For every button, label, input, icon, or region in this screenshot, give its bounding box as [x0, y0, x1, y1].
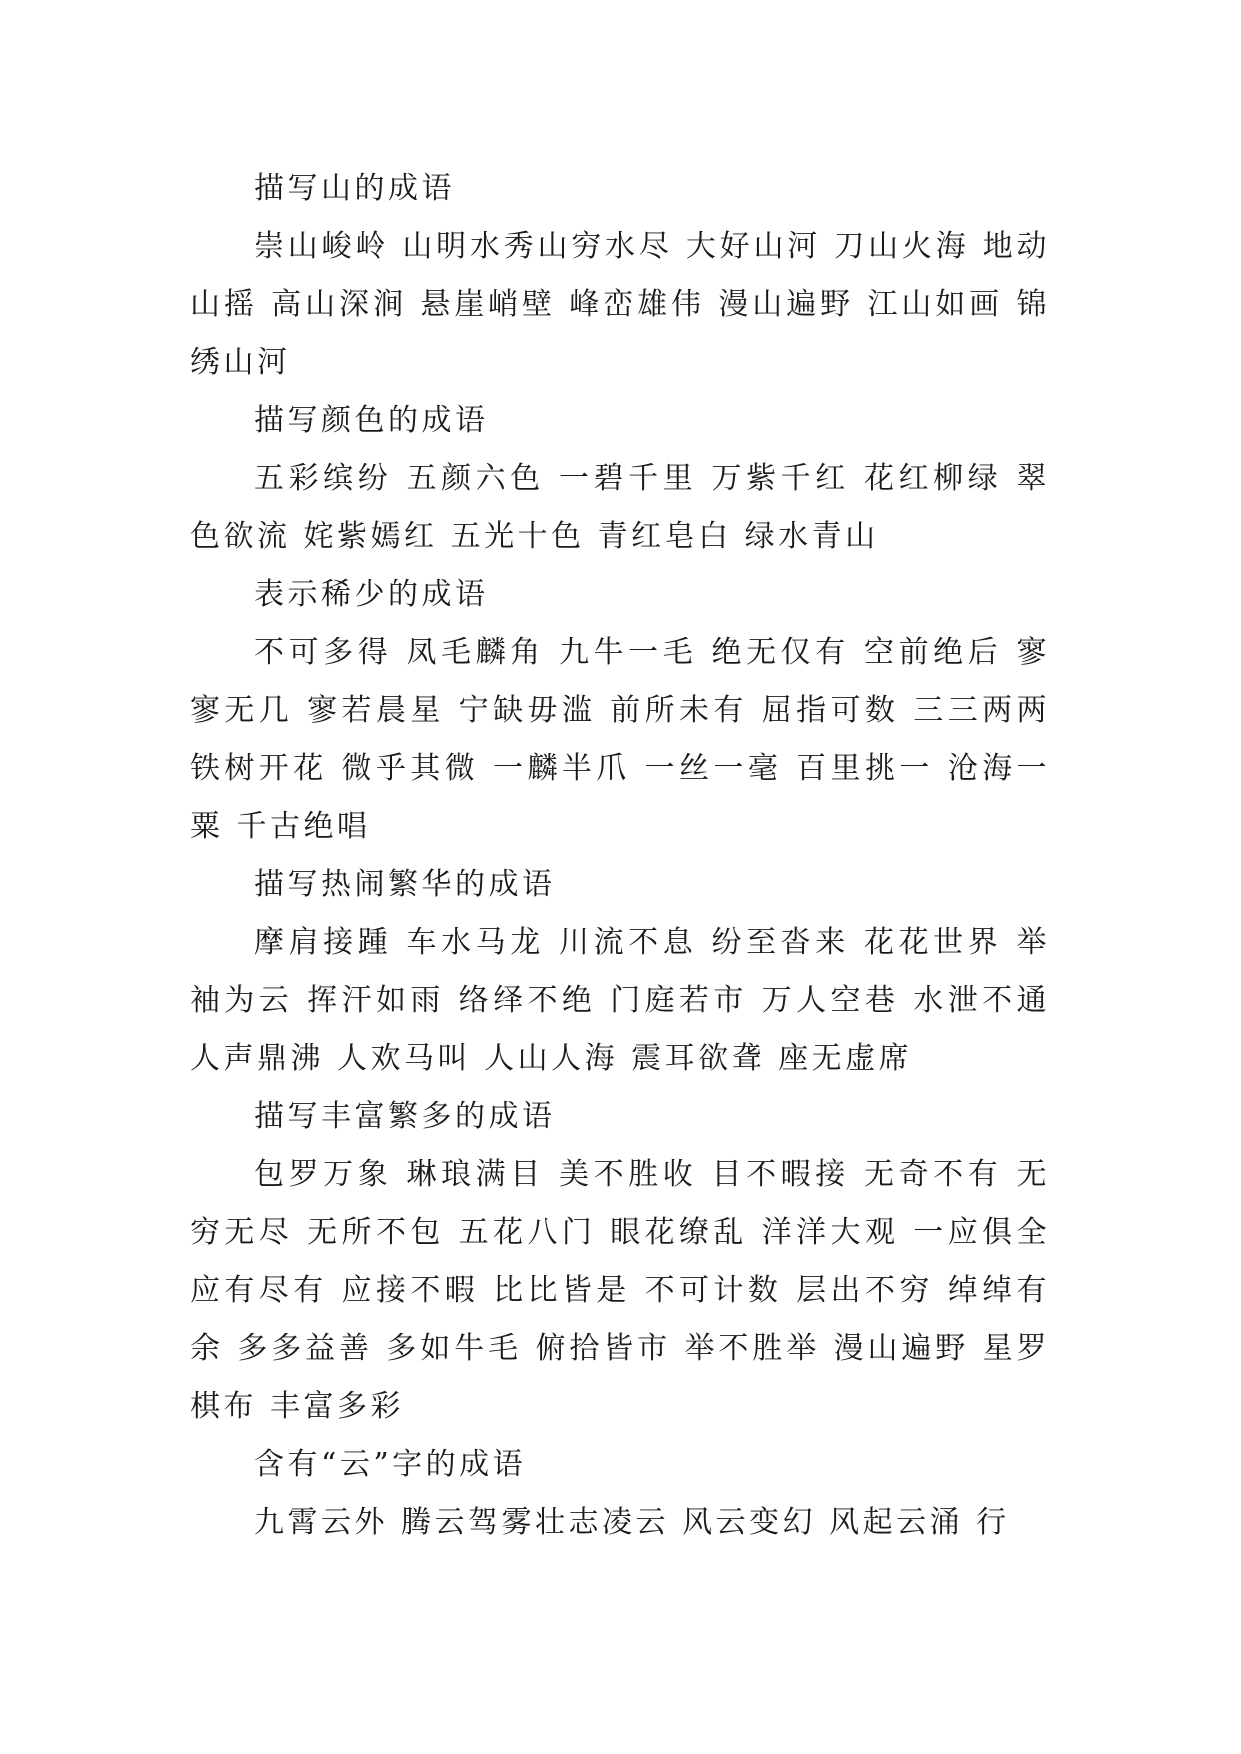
idiom-paragraph: 五彩缤纷 五颜六色 一碧千里 万紫千红 花红柳绿 翠色欲流 姹紫嫣红 五光十色 青红皂白 绿水青山	[190, 461, 1050, 554]
section-rare	[190, 566, 1050, 856]
section-heading: 描写热闹繁华的成语	[254, 867, 556, 902]
idiom-paragraph: 不可多得 凤毛麟角 九牛一毛 绝无仅有 空前绝后 寥寥无几 寥若晨星 宁缺毋滥 前所未有 屈指可数 三三两两 铁树开花 微乎其微 一麟半爪 一丝一毫 百里挑一 沧海一粟 千古绝唱	[190, 635, 1050, 844]
section-heading: 表示稀少的成语	[254, 577, 489, 612]
section-heading: 描写丰富繁多的成语	[254, 1099, 556, 1134]
section-heading: 描写山的成语	[254, 171, 455, 206]
idiom-paragraph: 崇山峻岭 山明水秀山穷水尽 大好山河 刀山火海 地动山摇 高山深涧 悬崖峭壁 峰峦雄伟 漫山遍野 江山如画 锦绣山河	[190, 229, 1050, 380]
section-mountain	[190, 160, 1050, 392]
section-color	[190, 392, 1050, 566]
section-abundant	[190, 1088, 1050, 1436]
section-heading: 描写颜色的成语	[254, 403, 489, 438]
idiom-paragraph: 九霄云外 腾云驾雾壮志凌云 风云变幻 风起云涌 行	[254, 1505, 1010, 1540]
idiom-paragraph: 包罗万象 琳琅满目 美不胜收 目不暇接 无奇不有 无穷无尽 无所不包 五花八门 眼花缭乱 洋洋大观 一应俱全 应有尽有 应接不暇 比比皆是 不可计数 层出不穷 绰绰有余 多多益善 多如牛毛 俯拾皆市 举不胜举 漫山遍野 星罗棋布 丰富多彩	[190, 1157, 1050, 1424]
document-page	[190, 160, 1050, 1552]
idiom-paragraph: 摩肩接踵 车水马龙 川流不息 纷至沓来 花花世界 举袖为云 挥汗如雨 络绎不绝 门庭若市 万人空巷 水泄不通 人声鼎沸 人欢马叫 人山人海 震耳欲聋 座无虚席	[190, 925, 1050, 1076]
section-heading: 含有“云”字的成语	[254, 1447, 527, 1482]
section-cloud	[190, 1436, 1050, 1552]
section-bustling	[190, 856, 1050, 1088]
